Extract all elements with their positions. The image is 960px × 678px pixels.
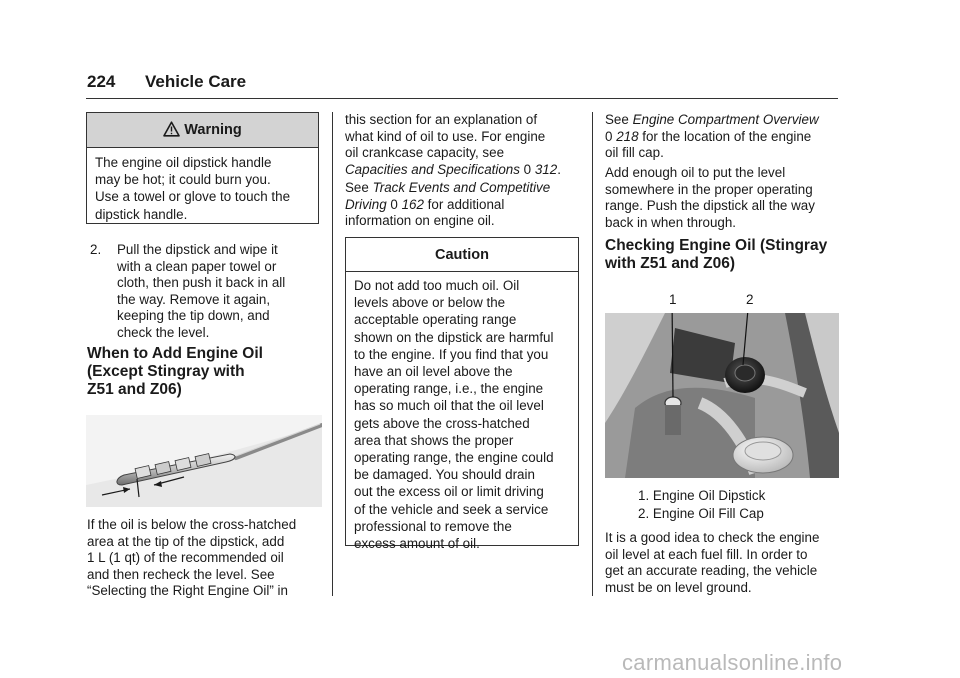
heading-line: When to Add Engine Oil: [87, 345, 263, 362]
text-line: this section for an explanation of: [345, 112, 538, 127]
reference-title[interactable]: Engine Compartment Overview: [632, 112, 819, 127]
warning-body: [87, 148, 318, 233]
page-number: 224: [87, 72, 116, 91]
reference-title[interactable]: Capacities and Specifications: [345, 161, 520, 177]
caution-line: area that shows the proper: [354, 432, 514, 448]
caution-body: [346, 272, 578, 562]
text-line: If the oil is below the cross-hatched: [87, 517, 297, 532]
page-ref-symbol: 0: [390, 196, 398, 212]
warning-triangle-icon: [163, 121, 180, 137]
warning-title: Warning: [184, 122, 242, 138]
caution-header: Caution: [346, 238, 578, 272]
legend-label: Engine Oil Fill Cap: [652, 506, 764, 521]
text-line: information on engine oil.: [345, 213, 495, 228]
paragraph-below-crosshatch: [87, 517, 327, 600]
engine-bay-photo: [605, 313, 839, 478]
text-line: get an accurate reading, the vehicle: [605, 563, 818, 578]
text-line: range. Push the dipstick all the way: [605, 198, 815, 213]
text-line: Add enough oil to put the level: [605, 165, 786, 180]
text-line: and then recheck the level. See: [87, 566, 275, 582]
caution-line: gets above the cross-hatched: [354, 415, 530, 431]
warning-line: The engine oil dipstick handle: [95, 155, 272, 170]
engine-compartment-paragraph: [605, 112, 845, 162]
text-line: oil crankcase capacity, see: [345, 145, 505, 160]
step-line: cloth, then push it back in all: [117, 275, 286, 290]
text-line: somewhere in the proper operating: [605, 181, 813, 197]
caution-line: has so much oil that the oil level: [354, 398, 544, 414]
callout-2: 2: [746, 292, 754, 307]
callout-1: 1: [669, 292, 677, 307]
add-oil-paragraph: [605, 165, 845, 231]
legend-label: Engine Oil Dipstick: [652, 488, 766, 503]
text-line: oil level at each fuel fill. In order to: [605, 546, 808, 562]
text-line: oil fill cap.: [605, 145, 664, 160]
caution-line: of the vehicle and seek a service: [354, 501, 549, 517]
text-line: back in when through.: [605, 214, 737, 230]
column-divider-right: [592, 112, 593, 596]
warning-line: may be hot; it could burn you.: [95, 172, 271, 188]
reference-title[interactable]: Driving: [345, 196, 387, 212]
step-line: with a clean paper towel or: [117, 258, 277, 274]
caution-line: operating range, the engine could: [354, 450, 554, 466]
heading-line: with Z51 and Z06): [605, 255, 736, 272]
caution-line: levels above or below the: [354, 295, 506, 311]
text-line: 1 L (1 qt) of the recommended oil: [87, 550, 284, 565]
page-ref-symbol: 0: [523, 161, 532, 177]
caution-line: out the excess oil or limit driving: [354, 484, 544, 500]
legend-list: [638, 487, 765, 523]
text-fragment: See: [345, 180, 369, 195]
step-line: keeping the tip down, and: [117, 308, 270, 323]
text-line: must be on level ground.: [605, 579, 752, 595]
warning-box: [86, 112, 319, 224]
step-line: check the level.: [117, 324, 210, 340]
reference-page[interactable]: 218: [616, 128, 639, 144]
text-line: “Selecting the Right Engine Oil” in: [87, 583, 288, 598]
caution-line: professional to remove the: [354, 518, 512, 534]
legend-number: 2.: [638, 506, 650, 521]
text-line: what kind of oil to use. For engine: [345, 128, 546, 144]
heading-when-to-add-oil: [87, 345, 263, 399]
oil-type-paragraph: [345, 112, 580, 178]
text-fragment: for additional: [427, 196, 505, 212]
caution-line: to the engine. If you find that you: [354, 346, 549, 362]
reference-title[interactable]: Track Events and Competitive: [372, 180, 551, 195]
text-fragment: for the location of the engine: [642, 128, 812, 144]
dipstick-illustration: [86, 415, 322, 507]
capacities-reference[interactable]: [345, 162, 580, 179]
step-line: Pull the dipstick and wipe it: [117, 242, 278, 257]
warning-header: [87, 113, 318, 148]
step-number: 2.: [90, 242, 102, 257]
caution-line: acceptable operating range: [354, 312, 517, 328]
reference-page[interactable]: 312: [534, 161, 558, 177]
column-divider-left: [332, 112, 333, 596]
header-rule: [86, 98, 838, 99]
legend-item: [638, 487, 765, 505]
step-line: the way. Remove it again,: [117, 291, 271, 307]
caution-line: excess amount of oil.: [354, 536, 480, 552]
caution-line: Do not add too much oil. Oil: [354, 278, 520, 293]
track-events-paragraph: [345, 180, 580, 230]
caution-box: [345, 237, 579, 552]
heading-line: Checking Engine Oil (Stingray: [605, 237, 828, 254]
step-2-text: [117, 242, 322, 341]
watermark: carmanualsonline.info: [622, 650, 843, 675]
text-fragment: .: [557, 161, 561, 177]
warning-line: Use a towel or glove to touch the: [95, 189, 291, 205]
text-line: It is a good idea to check the engine: [605, 530, 820, 545]
legend-number: 1.: [638, 488, 650, 503]
check-oil-paragraph: [605, 530, 845, 596]
caution-line: operating range, i.e., the engine: [354, 381, 544, 397]
reference-page[interactable]: 162: [401, 196, 424, 212]
section-title: Vehicle Care: [145, 72, 247, 91]
heading-checking-oil: [605, 237, 827, 273]
heading-line: Z51 and Z06): [87, 381, 182, 398]
heading-line: (Except Stingray with: [87, 363, 245, 380]
caution-line: shown on the dipstick are harmful: [354, 329, 554, 345]
caution-line: have an oil level above the: [354, 364, 513, 380]
text-fragment: See: [605, 112, 629, 127]
page-ref-symbol: 0: [605, 128, 613, 144]
text-line: area at the tip of the dipstick, add: [87, 533, 285, 549]
warning-line: dipstick handle.: [95, 206, 188, 222]
legend-item: [638, 505, 765, 523]
caution-line: be damaged. You should drain: [354, 467, 535, 483]
